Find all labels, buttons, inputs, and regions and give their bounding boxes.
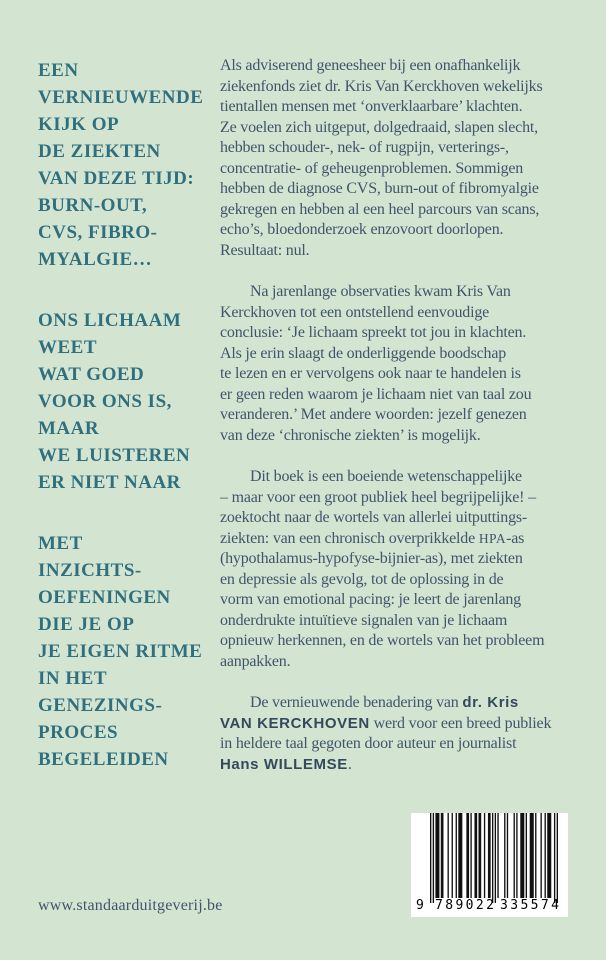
- barcode: [411, 813, 568, 917]
- blurb-column: [220, 56, 584, 796]
- blurb-paragraph-3: Dit boek is een boeiende wetenschappelijke – maar voor een groot publiek heel begrijpelijke! – zoektocht naar de wortels van allerlei uitputtings- ziekten: van een chronisch overprikkelde HPA-as (hypothalamus-hypofyse-bijnier-as), met ziekten en depressie als gevolg, tot de oplossing in de vorm van emotional pacing: je leert de jarenlang onderdrukte intuïtieve signalen van je lichaam opnieuw herkennen, en de wortels van het probleem aanpakken.: [220, 468, 545, 670]
- tagline-block-1: EEN VERNIEUWENDE KIJK OP DE ZIEKTEN VAN DEZE TIJD: BURN-OUT, CVS, FIBRO- MYALGIE…: [38, 60, 204, 270]
- tagline-block-2: ONS LICHAAM WEET WAT GOED VOOR ONS IS, MAAR WE LUISTEREN ER NIET NAAR: [38, 310, 191, 493]
- barcode-digit-first: 9: [416, 898, 424, 913]
- blurb-paragraph-4: De vernieuwende benadering van dr. Kris VAN KERCKHOVEN werd voor een breed publiek in heldere taal gegoten door auteur en journalist Hans WILLEMSE.: [220, 694, 552, 773]
- publisher-website-text: www.standaarduitgeverij.be: [38, 897, 223, 914]
- barcode-bars-image: [430, 813, 558, 903]
- barcode-digits-left: 789022: [435, 898, 497, 913]
- barcode-digits-right: 335574: [500, 898, 562, 913]
- blurb-paragraph-2: Na jarenlange observaties kwam Kris Van Kerckhoven tot een ontstellend eenvoudige conclusie: ‘Je lichaam spreekt tot jou in klachten. Als je erin slaagt de onderliggende boodschap te lezen en er vervolgens ook naar te handelen is er geen reden waarom je lichaam niet van taal zou veranderen.’ Met andere woorden: jezelf genezen van deze ‘chronische ziekten’ is mogelijk.: [220, 283, 532, 444]
- blurb-paragraph-1: Als adviserend geneesheer bij een onafhankelijk ziekenfonds ziet dr. Kris Van Kerckhoven wekelijks tientallen mensen met ‘onverklaarbare’ klachten. Ze voelen zich uitgeput, dolgedraaid, slapen slecht, hebben schouder-, nek- of rugpijn, verterings-, concentratie- of geheugenproblemen. Sommigen hebben de diagnose CVS, burn-out of fibromyalgie gekregen en hebben al een heel parcours van scans, echo’s, bloedonderzoek enzovoort doorlopen. Resultaat: nul.: [220, 57, 543, 259]
- tagline-column: [38, 57, 210, 773]
- tagline-block-3: MET INZICHTS- OEFENINGEN DIE JE OP JE EIGEN RITME IN HET GENEZINGS- PROCES BEGELEIDEN: [38, 533, 203, 770]
